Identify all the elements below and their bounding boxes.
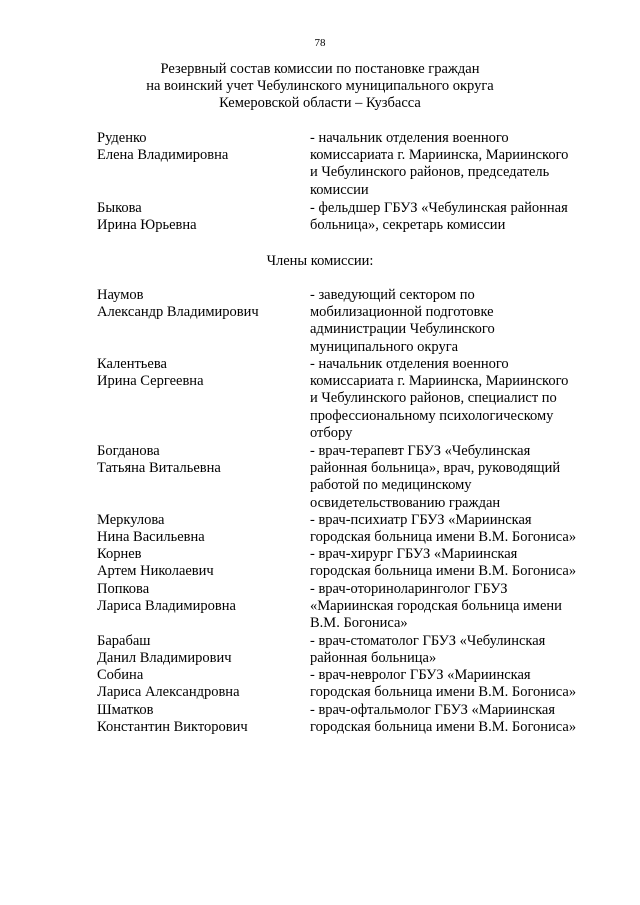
person-given-names: Нина Васильевна — [97, 529, 205, 546]
role-line: комиссариата г. Мариинска, Мариинского — [310, 373, 569, 390]
person-given-names: Ирина Сергеевна — [97, 373, 204, 390]
person-surname: Богданова — [97, 443, 160, 459]
person-name — [97, 512, 302, 546]
role-line: - врач-невролог ГБУЗ «Мариинская — [310, 667, 531, 683]
role-line: и Чебулинского районов, председатель — [310, 164, 550, 181]
person-given-names: Ирина Юрьевна — [97, 217, 197, 234]
role-line: комиссии — [310, 181, 369, 198]
person-surname: Барабаш — [97, 633, 151, 649]
person-surname: Корнев — [97, 546, 142, 562]
role-line: - начальник отделения военного — [310, 356, 509, 372]
person-name — [97, 702, 302, 736]
person-surname: Калентьева — [97, 356, 167, 372]
person-given-names: Лариса Владимировна — [97, 598, 236, 615]
role-line: отбору — [310, 424, 353, 441]
person-name — [97, 633, 302, 667]
person-name — [97, 200, 302, 234]
role-line: муниципального округа — [310, 338, 459, 355]
person-given-names: Данил Владимирович — [97, 650, 232, 667]
person-role — [310, 581, 630, 633]
role-line: городская больница имени В.М. Богониса» — [310, 529, 577, 546]
role-line: профессиональному психологическому — [310, 407, 554, 424]
person-role — [310, 130, 630, 199]
person-surname: Попкова — [97, 581, 150, 597]
person-surname: Наумов — [97, 287, 144, 303]
members-heading: Члены комиссии: — [266, 253, 374, 269]
role-line: и Чебулинского районов, специалист по — [310, 390, 557, 407]
role-line: - врач-офтальмолог ГБУЗ «Мариинская — [310, 702, 556, 718]
role-line: районная больница», врач, руководящий — [310, 460, 561, 477]
person-surname: Руденко — [97, 130, 147, 146]
person-surname: Собина — [97, 667, 144, 683]
person-role — [310, 287, 630, 356]
person-role — [310, 443, 630, 512]
person-given-names: Константин Викторович — [97, 719, 248, 736]
role-line: - врач-психиатр ГБУЗ «Мариинская — [310, 512, 532, 528]
person-given-names: Артем Николаевич — [97, 563, 214, 580]
page-number: 78 — [314, 37, 326, 49]
role-line: районная больница» — [310, 650, 437, 667]
person-surname: Быкова — [97, 200, 142, 216]
person-role — [310, 633, 630, 667]
person-given-names: Елена Владимировна — [97, 147, 229, 164]
role-line: «Мариинская городская больница имени — [310, 598, 562, 615]
role-line: больница», секретарь комиссии — [310, 217, 506, 234]
role-line: - врач-хирург ГБУЗ «Мариинская — [310, 546, 518, 562]
person-given-names: Лариса Александровна — [97, 684, 240, 701]
role-line: освидетельствованию граждан — [310, 494, 501, 511]
role-line: городская больница имени В.М. Богониса» — [310, 719, 577, 736]
person-role — [310, 546, 630, 580]
person-role — [310, 702, 630, 736]
title-line-2: на воинский учет Чебулинского муниципального округа — [146, 78, 494, 94]
role-line: - врач-терапевт ГБУЗ «Чебулинская — [310, 443, 531, 459]
role-line: городская больница имени В.М. Богониса» — [310, 684, 577, 701]
person-name — [97, 581, 302, 615]
role-line: - заведующий сектором по — [310, 287, 475, 303]
person-role — [310, 200, 630, 234]
person-role — [310, 667, 630, 701]
person-name — [97, 287, 302, 321]
role-line: комиссариата г. Мариинска, Мариинского — [310, 147, 569, 164]
person-name — [97, 443, 302, 477]
role-line: работой по медицинскому — [310, 477, 472, 494]
role-line: городская больница имени В.М. Богониса» — [310, 563, 577, 580]
title-line-3: Кемеровской области – Кузбасса — [219, 95, 421, 111]
person-name — [97, 356, 302, 390]
person-surname: Меркулова — [97, 512, 165, 528]
person-name — [97, 546, 302, 580]
person-given-names: Александр Владимирович — [97, 304, 259, 321]
role-line: - врач-стоматолог ГБУЗ «Чебулинская — [310, 633, 546, 649]
role-line: - начальник отделения военного — [310, 130, 509, 146]
person-role — [310, 356, 630, 442]
role-line: - фельдшер ГБУЗ «Чебулинская районная — [310, 200, 568, 216]
document-title — [0, 61, 640, 112]
person-given-names: Татьяна Витальевна — [97, 460, 221, 477]
person-surname: Шматков — [97, 702, 154, 718]
person-role — [310, 512, 630, 546]
role-line: администрации Чебулинского — [310, 321, 495, 338]
person-name — [97, 130, 302, 164]
title-line-1: Резервный состав комиссии по постановке граждан — [160, 61, 480, 77]
person-name — [97, 667, 302, 701]
role-line: - врач-оториноларинголог ГБУЗ — [310, 581, 508, 597]
role-line: В.М. Богониса» — [310, 615, 408, 632]
role-line: мобилизационной подготовке — [310, 304, 494, 321]
